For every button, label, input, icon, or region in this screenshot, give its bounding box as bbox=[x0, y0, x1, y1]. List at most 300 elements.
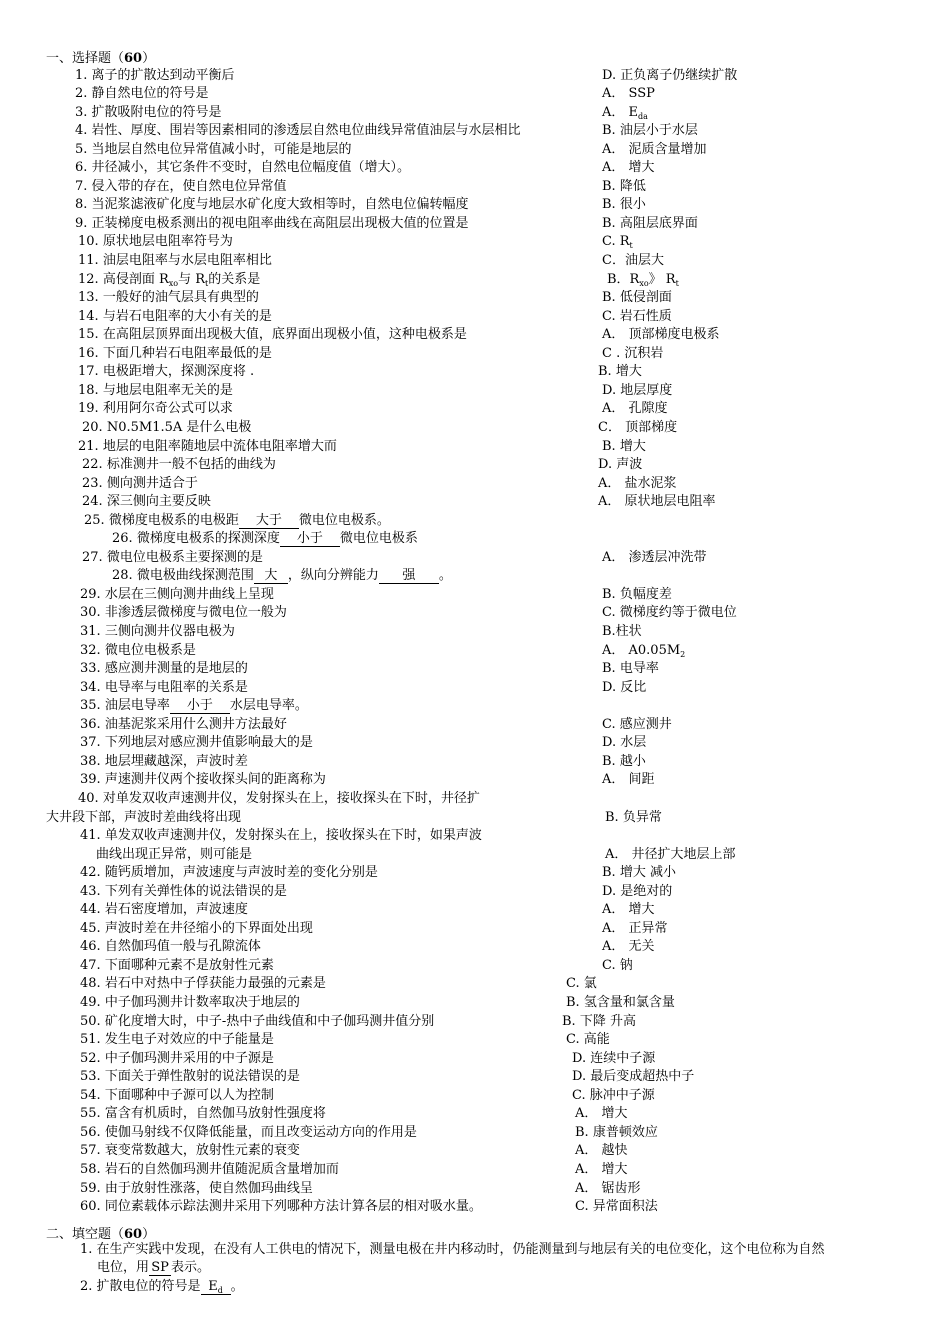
question-text: 地层的电阻率随地层中流体电阻率增大而 bbox=[102, 438, 337, 454]
answer-3 bbox=[602, 105, 648, 121]
question-38 bbox=[80, 754, 248, 770]
question-text: 油层电阻率与水层电阻率相比 bbox=[102, 253, 272, 268]
answer-33 bbox=[602, 661, 659, 677]
answer-blank: 小于 bbox=[280, 532, 340, 547]
question-text: 与岩石电阻率的大小有关的是 bbox=[102, 308, 272, 324]
answer-text: B. 增大 减小 bbox=[602, 865, 676, 881]
question-40 bbox=[78, 791, 480, 807]
question-text: 随钙质增加，声波速度与声波时差的变化分别是 bbox=[104, 865, 378, 881]
question-text: 对单发双收声速测井仪，发射探头在上，接收探头在下时，井径扩 bbox=[102, 790, 480, 806]
question-number: 57. bbox=[80, 1143, 101, 1159]
question-21 bbox=[78, 439, 337, 455]
answer-20 bbox=[598, 420, 677, 436]
question-text: 油层电导率 bbox=[104, 698, 170, 714]
question-1 bbox=[75, 68, 235, 84]
question-text: 微梯度电极系的探测深度 bbox=[136, 531, 280, 547]
question-text: 一般好的油气层具有典型的 bbox=[102, 290, 259, 306]
question-number: 31. bbox=[80, 624, 101, 639]
question-text: 声速测井仪两个接收探头间的距离称为 bbox=[104, 772, 326, 788]
question-number: 11. bbox=[78, 253, 99, 268]
question-text: 扩散吸附电位的符号是 bbox=[91, 104, 222, 120]
answer-6 bbox=[602, 160, 655, 176]
question-9 bbox=[75, 216, 469, 232]
question-number: 25. bbox=[84, 512, 105, 528]
answer-text: D. 连续中子源 bbox=[572, 1050, 656, 1066]
question-text: 静自然电位的符号是 bbox=[91, 86, 209, 102]
question-text: 矿化度增大时，中子-热中子曲线值和中子伽玛测井值分别 bbox=[104, 1013, 435, 1029]
question-46 bbox=[80, 939, 261, 955]
answer-54 bbox=[572, 1088, 655, 1104]
question-number: 55. bbox=[80, 1106, 101, 1122]
question-text: 下面哪种中子源可以人为控制 bbox=[104, 1087, 274, 1103]
answer-text: B．R bbox=[607, 271, 640, 287]
answer-text: A． 增大 bbox=[602, 160, 655, 176]
question-32 bbox=[80, 643, 196, 659]
question-text: 大井段下部，声波时差曲线将出现 bbox=[46, 809, 242, 825]
question-15 bbox=[78, 327, 467, 343]
question-text: 标准测井一般不包括的曲线为 bbox=[106, 457, 276, 473]
answer-21 bbox=[602, 439, 646, 455]
question-text: 侧向测井适合于 bbox=[106, 475, 198, 491]
question-text: 下面几种岩石电阻率最低的是 bbox=[102, 345, 272, 361]
question-58 bbox=[80, 1162, 339, 1178]
answer-37 bbox=[602, 735, 646, 751]
question-number: 5. bbox=[75, 141, 88, 157]
subscript: t bbox=[675, 278, 679, 288]
question-text: 。 bbox=[438, 568, 452, 584]
answer-60 bbox=[575, 1199, 658, 1215]
fill-question-1: 1. 在生产实践中发现，在没有人工供电的情况下，测量电极在井内移动时，仍能测量到与地层有关的电位变化，这个电位称为自然 电位，用 SP 表示。 bbox=[80, 1242, 825, 1275]
question-12 bbox=[78, 272, 260, 288]
question-number: 24. bbox=[82, 494, 103, 510]
answer-text: B. 高阻层底界面 bbox=[602, 215, 698, 231]
answer-text: 》 R bbox=[648, 271, 676, 287]
question-8 bbox=[75, 197, 469, 213]
answer-text: B. 氢含量和氯含量 bbox=[566, 995, 675, 1010]
question-number: 17. bbox=[78, 364, 99, 380]
question-text: 微电位电极系主要探测的是 bbox=[106, 549, 263, 565]
question-number: 52. bbox=[80, 1050, 101, 1066]
question-text: 井径减小，其它条件不变时，自然电位幅度值（增大）。 bbox=[91, 160, 411, 176]
answer-31 bbox=[602, 624, 642, 640]
question-text: 离子的扩散达到动平衡后 bbox=[91, 67, 235, 83]
section-fill-heading: 二、填空题（60） bbox=[46, 1227, 156, 1242]
answer-text: C. 氯 bbox=[566, 976, 597, 992]
question-text: 水层电导率。 bbox=[229, 698, 308, 714]
question-text: 在高阻层顶界面出现极大值，底界面出现极小值，这种电极系是 bbox=[102, 327, 467, 343]
question-text: 电导率与电阻率的关系是 bbox=[104, 679, 248, 695]
question-59 bbox=[80, 1181, 313, 1197]
answer-text: A． 盐水泥浆 bbox=[598, 475, 677, 491]
question-24 bbox=[82, 494, 211, 510]
question-text: 油基泥浆采用什么测井方法最好 bbox=[104, 716, 287, 732]
question-text: 电极距增大，探测深度将 . bbox=[102, 364, 255, 380]
answer-18 bbox=[602, 383, 672, 399]
question-text: 微电位电极系是 bbox=[104, 642, 196, 658]
question-number: 29. bbox=[80, 586, 101, 602]
answer-7 bbox=[602, 179, 646, 195]
question-number: 42. bbox=[80, 865, 101, 881]
question-text: 三侧向测井仪器电极为 bbox=[104, 624, 235, 639]
answer-19 bbox=[602, 401, 668, 417]
question-text: 下列有关弹性体的说法错误的是 bbox=[104, 883, 287, 899]
answer-22 bbox=[598, 457, 642, 473]
question-36 bbox=[80, 717, 287, 733]
question-number: 22. bbox=[82, 457, 103, 473]
question-text: 高侵剖面 R bbox=[102, 271, 169, 287]
answer-blank: 大 bbox=[254, 569, 288, 584]
question-text: 地层埋藏越深，声波时差 bbox=[104, 753, 248, 769]
question-26 bbox=[112, 531, 418, 547]
question-11 bbox=[78, 253, 272, 269]
answer-text: B. 越小 bbox=[602, 753, 646, 769]
answer-text: D. 正负离子仍继续扩散 bbox=[602, 67, 738, 83]
question-text: 由于放射性涨落，使自然伽玛曲线呈 bbox=[104, 1180, 313, 1196]
question-text: 曲线出现正异常，则可能是 bbox=[96, 846, 253, 862]
answer-blank: 小于 bbox=[170, 699, 230, 714]
question-number: 38. bbox=[80, 753, 101, 769]
question-number: 13. bbox=[78, 290, 99, 306]
answer-text: C. 钠 bbox=[602, 957, 633, 973]
question-25 bbox=[84, 513, 390, 529]
question-text: 声波时差在井径缩小的下界面处出现 bbox=[104, 920, 313, 936]
question-text: 岩石中对热中子俘获能力最强的元素是 bbox=[104, 976, 326, 992]
answer-text: B. 下降 升高 bbox=[562, 1013, 636, 1029]
question-41 bbox=[80, 828, 482, 844]
question-number: 53. bbox=[80, 1069, 101, 1085]
answer-15 bbox=[602, 327, 720, 343]
question-number: 43. bbox=[80, 883, 101, 899]
question-text: 下列地层对感应测井值影响最大的是 bbox=[104, 735, 313, 751]
question-60 bbox=[80, 1199, 482, 1215]
answer-text: B. 增大 bbox=[602, 438, 646, 454]
question-number: 10. bbox=[78, 234, 99, 250]
question-number: 27. bbox=[82, 549, 103, 565]
question-22 bbox=[82, 457, 276, 473]
question-number: 20. bbox=[82, 419, 103, 435]
subscript: xo bbox=[168, 278, 179, 288]
question-text: 与地层电阻率无关的是 bbox=[102, 382, 233, 398]
question-48 bbox=[80, 976, 326, 992]
answer-text: B. 低侵剖面 bbox=[602, 290, 672, 306]
answer-59 bbox=[575, 1181, 641, 1197]
question-number: 4. bbox=[75, 123, 88, 139]
question-text: 微电位电极系 bbox=[339, 531, 418, 547]
question-text: 非渗透层微梯度与微电位一般为 bbox=[104, 605, 287, 621]
question-53 bbox=[80, 1069, 300, 1085]
question-number: 44. bbox=[80, 902, 101, 918]
question-text: 岩石的自然伽玛测井值随泥质含量增加而 bbox=[104, 1161, 339, 1177]
question-number: 8. bbox=[75, 197, 88, 213]
answer-14 bbox=[602, 309, 672, 325]
answer-17 bbox=[598, 364, 642, 380]
answer-text: A． 越快 bbox=[575, 1143, 628, 1159]
answer-32 bbox=[602, 643, 685, 659]
answer-text: D. 地层厚度 bbox=[602, 382, 673, 398]
question-56 bbox=[80, 1125, 417, 1141]
subscript: xo bbox=[639, 278, 649, 288]
question-44 bbox=[80, 902, 248, 918]
answer-38 bbox=[602, 754, 646, 770]
question-52 bbox=[80, 1051, 274, 1067]
question-text: 原状地层电阻率符号为 bbox=[102, 234, 233, 250]
question-text: 衰变常数越大，放射性元素的衰变 bbox=[104, 1143, 300, 1159]
question-19 bbox=[78, 401, 233, 417]
answer-text: C. 感应测井 bbox=[602, 716, 672, 732]
answer-13 bbox=[602, 290, 672, 306]
answer-49 bbox=[566, 995, 675, 1011]
question-18 bbox=[78, 383, 233, 399]
answer-41 bbox=[605, 847, 736, 863]
answer-text: D. 最后变成超热中子 bbox=[572, 1069, 695, 1085]
question-number: 28. bbox=[112, 568, 133, 584]
answer-text: A． 增大 bbox=[602, 902, 655, 918]
question-51 bbox=[80, 1032, 274, 1048]
question-text: 中子伽玛测井计数率取决于地层的 bbox=[104, 995, 300, 1010]
question-number: 56. bbox=[80, 1124, 101, 1140]
question-45 bbox=[80, 921, 313, 937]
question-number: 34. bbox=[80, 679, 101, 695]
answer-text: C. 岩石性质 bbox=[602, 308, 672, 324]
question-number: 7. bbox=[75, 178, 88, 194]
question-text: 岩石密度增加，声波速度 bbox=[104, 902, 248, 918]
question-14 bbox=[78, 309, 272, 325]
question-number: 16. bbox=[78, 345, 99, 361]
answer-5 bbox=[602, 142, 707, 158]
question-number: 33. bbox=[80, 661, 101, 677]
question-34 bbox=[80, 680, 248, 696]
answer-44 bbox=[602, 902, 655, 918]
answer-text: C. 异常面积法 bbox=[575, 1199, 658, 1215]
question-20 bbox=[82, 420, 251, 436]
answer-4 bbox=[602, 123, 698, 139]
answer-text: C. 脉冲中子源 bbox=[572, 1087, 655, 1103]
question-37 bbox=[80, 735, 313, 751]
answer-text: C． 顶部梯度 bbox=[598, 419, 678, 435]
question-text: 当泥浆滤液矿化度与地层水矿化度大致相等时，自然电位偏转幅度 bbox=[91, 197, 469, 213]
answer-43 bbox=[602, 884, 672, 900]
question-number: 9. bbox=[75, 215, 88, 231]
question-text: 单发双收声速测井仪，发射探头在上，接收探头在下时，如果声波 bbox=[104, 828, 482, 844]
question-number: 48. bbox=[80, 976, 101, 992]
question-number: 18. bbox=[78, 382, 99, 398]
answer-text: B. 负异常 bbox=[605, 809, 662, 825]
question-7 bbox=[75, 179, 287, 195]
question-number: 23. bbox=[82, 475, 103, 491]
question-number: 14. bbox=[78, 308, 99, 324]
question-text: 富含有机质时，自然伽马放射性强度将 bbox=[104, 1106, 326, 1122]
question-number: 30. bbox=[80, 605, 101, 621]
answer-text: D. 水层 bbox=[602, 735, 647, 751]
answer-39 bbox=[602, 772, 655, 788]
question-text: 微电位电极系。 bbox=[298, 512, 390, 528]
answer-52 bbox=[572, 1051, 655, 1067]
question-55 bbox=[80, 1106, 326, 1122]
question-5 bbox=[75, 142, 352, 158]
answer-10 bbox=[602, 234, 633, 250]
question-number: 54. bbox=[80, 1087, 101, 1103]
question-number: 47. bbox=[80, 957, 101, 973]
question-number: 40. bbox=[78, 790, 99, 806]
question-number: 60. bbox=[80, 1199, 101, 1215]
answer-blank: 强 bbox=[379, 569, 439, 584]
question-text: 感应测井测量的是地层的 bbox=[104, 661, 248, 677]
question-41-continued bbox=[96, 847, 252, 863]
question-43 bbox=[80, 884, 287, 900]
answer-text: C . 沉积岩 bbox=[602, 345, 664, 361]
question-number: 59. bbox=[80, 1180, 101, 1196]
answer-text: C. 微梯度约等于微电位 bbox=[602, 605, 737, 621]
question-text: N0.5M1.5A 是什么电极 bbox=[106, 419, 252, 435]
answer-16 bbox=[602, 346, 663, 362]
question-number: 51. bbox=[80, 1032, 101, 1048]
answer-text: A． 正异常 bbox=[602, 920, 668, 936]
question-number: 49. bbox=[80, 995, 101, 1010]
question-text: 与 R bbox=[178, 271, 205, 287]
question-text: ，纵向分辨能力 bbox=[287, 568, 379, 584]
answer-text: B. 负幅度差 bbox=[602, 586, 672, 602]
question-16 bbox=[78, 346, 272, 362]
question-text: 深三侧向主要反映 bbox=[106, 494, 211, 510]
question-text: 使伽马射线不仅降低能量，而且改变运动方向的作用是 bbox=[104, 1124, 417, 1140]
question-text: 自然伽玛值一般与孔隙流体 bbox=[104, 939, 261, 955]
answer-1 bbox=[602, 68, 737, 84]
question-number: 37. bbox=[80, 735, 101, 751]
answer-text: A． 井径扩大地层上部 bbox=[605, 846, 736, 862]
question-number: 45. bbox=[80, 920, 101, 936]
answer-text: C．油层大 bbox=[602, 253, 664, 268]
question-number: 2. bbox=[75, 86, 88, 102]
answer-text: A． 泥质含量增加 bbox=[602, 141, 707, 157]
answer-text: A． A0.05M bbox=[602, 642, 681, 658]
question-number: 46. bbox=[80, 939, 101, 955]
subscript: t bbox=[205, 278, 209, 288]
answer-blank: 大于 bbox=[239, 514, 299, 529]
question-number: 15. bbox=[78, 327, 99, 343]
answer-text: A． 原状地层电阻率 bbox=[598, 494, 716, 510]
question-29 bbox=[80, 587, 274, 603]
question-3 bbox=[75, 105, 222, 121]
question-text: 岩性、厚度、围岩等因素相同的渗透层自然电位曲线异常值油层与水层相比 bbox=[91, 123, 521, 139]
answer-text: A． 渗透层冲洗带 bbox=[602, 549, 707, 565]
question-number: 21. bbox=[78, 438, 99, 454]
question-number: 3. bbox=[75, 104, 88, 120]
answer-text: A． 增大 bbox=[575, 1106, 628, 1122]
answer-text: A． 无关 bbox=[602, 939, 655, 955]
question-2 bbox=[75, 86, 209, 102]
question-33 bbox=[80, 661, 248, 677]
question-13 bbox=[78, 290, 259, 306]
answer-53 bbox=[572, 1069, 694, 1085]
answer-58 bbox=[575, 1162, 628, 1178]
answer-text: B. 降低 bbox=[602, 178, 646, 194]
answer-9 bbox=[602, 216, 698, 232]
question-40-continued bbox=[46, 810, 241, 826]
question-6 bbox=[75, 160, 410, 176]
question-number: 36. bbox=[80, 716, 101, 732]
answer-42 bbox=[602, 865, 676, 881]
question-10 bbox=[78, 234, 233, 250]
question-47 bbox=[80, 958, 274, 974]
question-number: 39. bbox=[80, 772, 101, 788]
answer-23 bbox=[598, 476, 677, 492]
question-text: 微梯度电极系的电极距 bbox=[108, 512, 239, 528]
question-number: 12. bbox=[78, 271, 99, 287]
question-30 bbox=[80, 605, 287, 621]
answer-45 bbox=[602, 921, 668, 937]
answer-text: B. 电导率 bbox=[602, 661, 659, 677]
subscript: t bbox=[629, 241, 633, 251]
answer-56 bbox=[575, 1125, 658, 1141]
answer-text: A． 锯齿形 bbox=[575, 1180, 641, 1196]
answer-text: B.柱状 bbox=[602, 624, 642, 639]
question-23 bbox=[82, 476, 198, 492]
answer-text: A． E bbox=[602, 104, 639, 120]
answer-text: C. 高能 bbox=[566, 1032, 610, 1048]
question-number: 1. bbox=[75, 67, 88, 83]
answer-29 bbox=[602, 587, 672, 603]
question-text: 水层在三侧向测井曲线上呈现 bbox=[104, 586, 274, 602]
question-number: 26. bbox=[112, 531, 133, 547]
answer-text: A． 孔隙度 bbox=[602, 401, 668, 417]
question-49 bbox=[80, 995, 300, 1011]
question-text: 同位素载体示踪法测井采用下列哪种方法计算各层的相对吸水量。 bbox=[104, 1199, 482, 1215]
answer-text: A． 间距 bbox=[602, 772, 655, 788]
answer-text: D. 反比 bbox=[602, 679, 647, 695]
answer-text: D. 是绝对的 bbox=[602, 883, 673, 899]
answer-text: A． 增大 bbox=[575, 1161, 628, 1177]
question-number: 6. bbox=[75, 160, 88, 176]
question-42 bbox=[80, 865, 378, 881]
question-17 bbox=[78, 364, 254, 380]
answer-text: B. 很小 bbox=[602, 197, 646, 213]
answer-55 bbox=[575, 1106, 628, 1122]
answer-27 bbox=[602, 550, 707, 566]
answer-24 bbox=[598, 494, 716, 510]
question-50 bbox=[80, 1014, 434, 1030]
question-text: 中子伽玛测井采用的中子源是 bbox=[104, 1050, 274, 1066]
question-54 bbox=[80, 1088, 274, 1104]
subscript: da bbox=[638, 111, 648, 121]
answer-2 bbox=[602, 86, 655, 102]
question-number: 58. bbox=[80, 1161, 101, 1177]
question-39 bbox=[80, 772, 326, 788]
answer-36 bbox=[602, 717, 672, 733]
question-text: 下面关于弹性散射的说法错误的是 bbox=[104, 1069, 300, 1085]
question-text: 微电极曲线探测范围 bbox=[136, 568, 254, 584]
answer-8 bbox=[602, 197, 646, 213]
question-4 bbox=[75, 123, 521, 139]
fill-question-2: 2. 扩散电位的符号是 $E_d$ 。 bbox=[80, 1279, 244, 1295]
answer-text: B. 康普顿效应 bbox=[575, 1124, 658, 1140]
answer-47 bbox=[602, 958, 633, 974]
answer-34 bbox=[602, 680, 646, 696]
question-text: 侵入带的存在，使自然电位异常值 bbox=[91, 178, 287, 194]
answer-text: B. 增大 bbox=[598, 364, 642, 380]
answer-text: A． 顶部梯度电极系 bbox=[602, 327, 720, 343]
subscript: 2 bbox=[680, 649, 686, 659]
question-28 bbox=[112, 568, 452, 584]
answer-11 bbox=[602, 253, 664, 269]
question-number: 41. bbox=[80, 828, 101, 844]
answer-46 bbox=[602, 939, 655, 955]
answer-50 bbox=[562, 1014, 636, 1030]
question-number: 35. bbox=[80, 698, 101, 714]
question-number: 50. bbox=[80, 1013, 101, 1029]
question-number: 19. bbox=[78, 401, 99, 417]
answer-text: A． SSP bbox=[602, 86, 655, 102]
answer-30 bbox=[602, 605, 737, 621]
